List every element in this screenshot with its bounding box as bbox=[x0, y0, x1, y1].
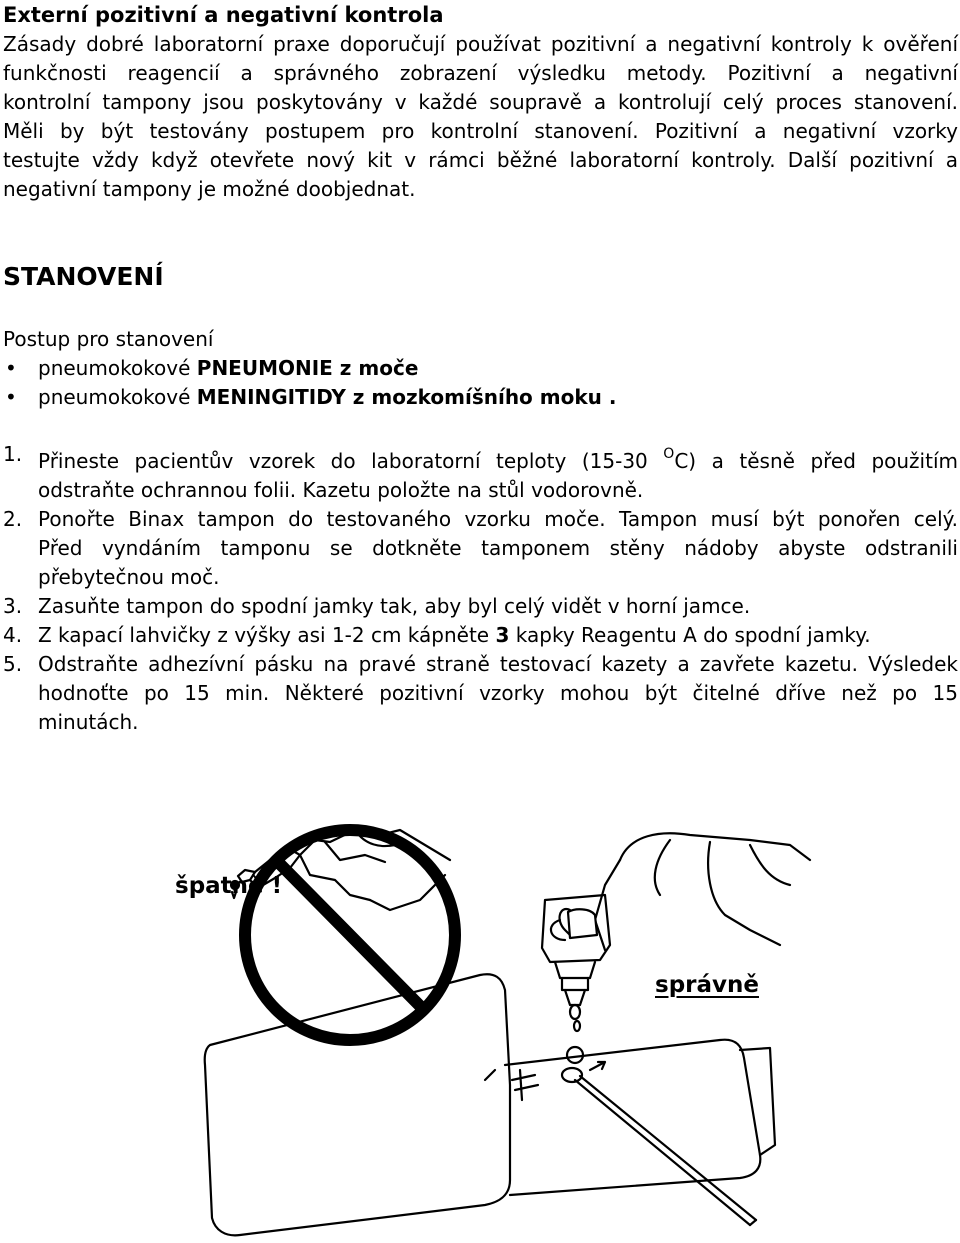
paragraph-line: funkčnosti reagencií a správného zobrazení výsledku metody. Pozitivní a negativní bbox=[3, 61, 958, 85]
bullet-item: • pneumokokové MENINGITIDY z mozkomíšního moku . bbox=[3, 383, 616, 412]
document-page bbox=[3, 0, 958, 734]
wrong-label: špatně ! bbox=[175, 873, 283, 899]
step-line: Odstraňte adhezívní pásku na pravé straně testovací kazety a zavřete kazetu. Výsledek bbox=[38, 652, 958, 676]
step-line: Přineste pacientův vzorek do laboratorní teploty (15-30 $^O$C) a těsně před použitím bbox=[38, 446, 958, 473]
section-heading: Externí pozitivní a negativní kontrola bbox=[3, 3, 444, 27]
step-line: Před vyndáním tamponu se dotkněte tamponem stěny nádoby abyste odstranili bbox=[38, 536, 958, 560]
swab-icon bbox=[575, 1076, 756, 1225]
bullet-dot: • bbox=[5, 385, 17, 409]
procedure-illustration bbox=[150, 800, 950, 1238]
step-line: Z kapací lahvičky z výšky asi 1-2 cm kápněte 3 kapky Reagentu A do spodní jamky. bbox=[38, 623, 871, 647]
step-line: Ponořte Binax tampon do testovaného vzorku moče. Tampon musí být ponořen celý. bbox=[38, 507, 958, 531]
right-label: správně bbox=[655, 972, 759, 998]
bullet-item: • pneumokokové PNEUMONIE z moče bbox=[3, 354, 616, 383]
intro-paragraph bbox=[3, 30, 958, 204]
step-item bbox=[3, 592, 958, 621]
bullet-list bbox=[3, 354, 616, 412]
step-number: 5. bbox=[3, 652, 23, 676]
step-item bbox=[3, 505, 958, 592]
step-number: 3. bbox=[3, 594, 23, 618]
paragraph-line: testujte vždy když otevřete nový kit v rámci běžné laboratorní kontroly. Další pozitivní a bbox=[3, 148, 958, 172]
steps-list bbox=[3, 440, 958, 737]
test-card-icon bbox=[205, 974, 775, 1235]
stanoveni-title: STANOVENÍ bbox=[3, 262, 164, 291]
step-item bbox=[3, 650, 958, 737]
paragraph-line: Měli by být testovány postupem pro kontrolní stanovení. Pozitivní a negativní vzorky bbox=[3, 119, 958, 143]
paragraph-line: Zásady dobré laboratorní praxe doporučují používat pozitivní a negativní kontroly k ověření bbox=[3, 32, 958, 56]
step-item bbox=[3, 621, 958, 650]
illustration-svg bbox=[150, 800, 950, 1238]
step-line: přebytečnou moč. bbox=[38, 565, 220, 589]
step-line: hodnoťte po 15 min. Některé pozitivní vzorky mohou být čitelné dříve než po 15 bbox=[38, 681, 958, 705]
step-number: 1. bbox=[3, 442, 23, 466]
step-number: 2. bbox=[3, 507, 23, 531]
step-item bbox=[3, 440, 958, 505]
bullet-dot: • bbox=[5, 356, 17, 380]
procedure-intro: Postup pro stanovení bbox=[3, 327, 214, 351]
paragraph-line: kontrolní tampony jsou poskytovány v každé soupravě a kontrolují celý proces stanovení. bbox=[3, 90, 958, 114]
step-line: minutách. bbox=[38, 710, 139, 734]
step-number: 4. bbox=[3, 623, 23, 647]
step-line: odstraňte ochrannou folii. Kazetu položte na stůl vodorovně. bbox=[38, 478, 644, 502]
correct-bottle-icon bbox=[542, 895, 610, 1031]
step-line: Zasuňte tampon do spodní jamky tak, aby byl celý vidět v horní jamce. bbox=[38, 594, 751, 618]
paragraph-line: negativní tampony je možné doobjednat. bbox=[3, 177, 416, 201]
